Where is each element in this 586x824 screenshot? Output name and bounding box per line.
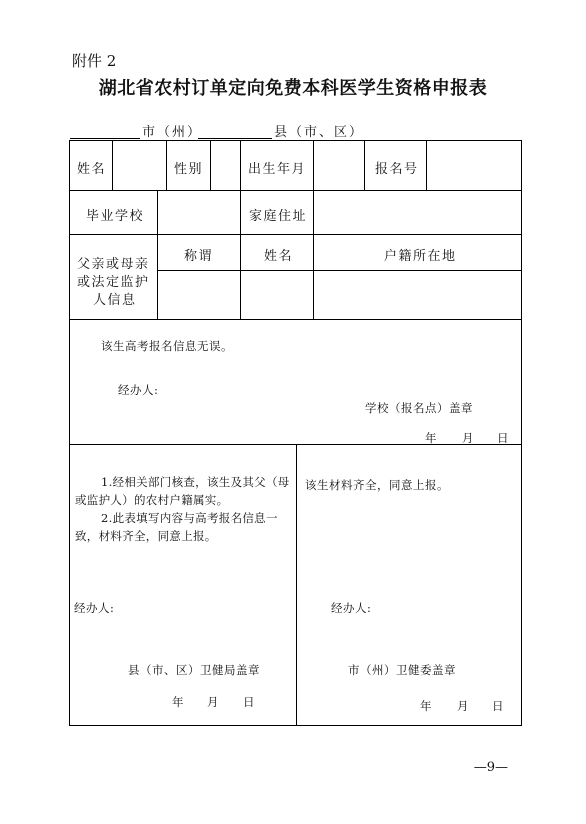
county-month: 月 — [207, 695, 219, 709]
gender-label: 性别 — [174, 162, 204, 177]
city-statement: 该生材料齐全，同意上报。 — [305, 478, 449, 492]
city-seal-label: 市（州）卫健委盖章 — [348, 663, 456, 677]
guardian-label-line2: 或法定监护 — [77, 275, 150, 290]
attachment-label: 附件 2 — [72, 52, 117, 70]
county-handler-label: 经办人: — [74, 601, 115, 615]
relation-header: 称谓 — [184, 249, 214, 264]
birth-field[interactable] — [314, 141, 364, 190]
address-label: 家庭住址 — [249, 209, 308, 224]
city-year: 年 — [420, 699, 432, 713]
guardian-name-header: 姓名 — [264, 249, 294, 264]
guardian-label-line1: 父亲或母亲 — [77, 257, 150, 272]
city-day: 日 — [492, 699, 504, 713]
county-item1-line1: 1.经相关部门核查，该生及其父（母 — [101, 475, 290, 489]
county-day: 日 — [243, 695, 255, 709]
address-field[interactable] — [314, 191, 521, 234]
name-label: 姓名 — [77, 162, 107, 177]
city-month: 月 — [457, 699, 469, 713]
name-field[interactable] — [113, 141, 166, 190]
school-statement: 该生高考报名信息无误。 — [101, 339, 233, 353]
school-seal-label: 学校（报名点）盖章 — [365, 401, 473, 415]
guardian-name-field[interactable] — [241, 271, 313, 319]
school-label: 毕业学校 — [86, 209, 145, 224]
school-day: 日 — [497, 431, 509, 445]
county-suffix: 县（市、区） — [274, 125, 365, 140]
city-suffix: 市（州） — [142, 125, 203, 140]
county-item2-line1: 2.此表填写内容与高考报名信息一 — [101, 511, 278, 525]
school-field[interactable] — [158, 191, 240, 234]
page-number: —9— — [473, 760, 508, 775]
county-item2-line2: 致，材料齐全，同意上报。 — [75, 529, 217, 543]
county-year: 年 — [172, 695, 184, 709]
county-items — [75, 473, 293, 545]
birth-label: 出生年月 — [248, 162, 307, 177]
school-month: 月 — [462, 431, 474, 445]
hukou-header: 户籍所在地 — [384, 249, 457, 264]
school-year: 年 — [425, 431, 437, 445]
reg-no-label: 报名号 — [375, 162, 419, 177]
city-handler-label: 经办人: — [331, 601, 372, 615]
form-title: 湖北省农村订单定向免费本科医学生资格申报表 — [98, 78, 488, 99]
county-item1-line2: 或监护人）的农村户籍属实。 — [75, 493, 229, 507]
reg-no-field[interactable] — [427, 141, 521, 190]
hukou-field[interactable] — [314, 271, 521, 319]
gender-field[interactable] — [211, 141, 240, 190]
county-seal-label: 县（市、区）卫健局盖章 — [128, 663, 260, 677]
school-handler-label: 经办人: — [118, 383, 159, 397]
guardian-label-line3: 人信息 — [93, 293, 137, 308]
relation-field[interactable] — [158, 271, 240, 319]
